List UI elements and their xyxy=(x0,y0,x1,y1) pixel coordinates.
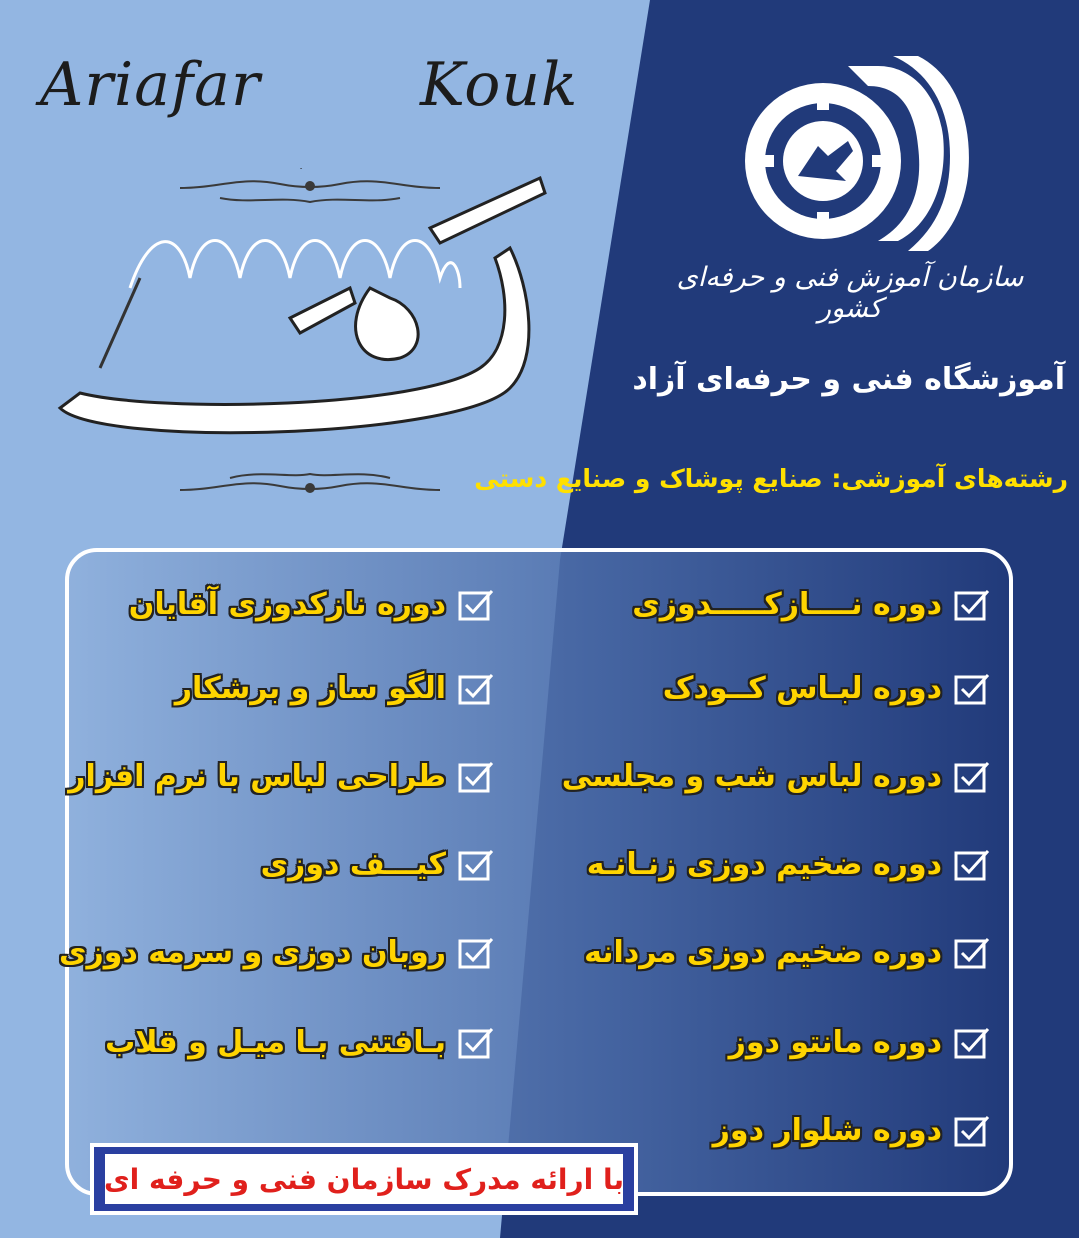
course-label: دوره شلوار دوز xyxy=(712,1112,942,1148)
course-item xyxy=(68,750,496,802)
course-item xyxy=(105,1016,496,1068)
organization-caption: سازمان آموزش فنی و حرفه‌ای کشور xyxy=(676,262,1024,324)
course-item xyxy=(663,662,992,714)
checkbox-icon xyxy=(954,671,992,705)
course-item xyxy=(587,838,992,890)
course-label: دوره لبـاس کــودک xyxy=(662,670,942,706)
brand-title xyxy=(40,40,580,130)
checkbox-icon xyxy=(458,587,496,621)
course-item xyxy=(729,1016,992,1068)
checkbox-icon xyxy=(458,935,496,969)
course-item xyxy=(129,578,496,630)
course-label: الگو ساز و برشکار xyxy=(174,670,446,706)
course-label: دوره لباس شب و مجلسی xyxy=(561,758,942,794)
course-label: دوره نازکدوزی آقایان xyxy=(128,586,446,622)
certificate-badge-inner xyxy=(105,1154,623,1204)
course-label: کیـــف دوزی xyxy=(260,846,446,882)
checkbox-icon xyxy=(458,671,496,705)
course-item xyxy=(713,1104,992,1156)
checkbox-icon xyxy=(458,1025,496,1059)
course-label: دوره ضخیم دوزی مردانه xyxy=(584,934,942,970)
course-item xyxy=(632,578,992,630)
certificate-badge xyxy=(90,1143,638,1215)
institute-name: آموزشگاه فنی و حرفه‌ای آزاد xyxy=(632,362,1065,397)
course-label: دوره نــــازکـــــدوزی xyxy=(632,586,942,622)
brand-latin-left: Ariafar xyxy=(40,50,261,120)
checkbox-icon xyxy=(954,847,992,881)
checkbox-icon xyxy=(458,847,496,881)
checkbox-icon xyxy=(458,759,496,793)
course-item xyxy=(261,838,496,890)
course-label: طراحی لباس با نرم افزار xyxy=(68,758,446,794)
certificate-note: با ارائه مدرک سازمان فنی و حرفه ای xyxy=(104,1162,624,1196)
course-label: بـافتنی بـا میـل و قلاب xyxy=(105,1024,446,1060)
checkbox-icon xyxy=(954,1113,992,1147)
checkbox-icon xyxy=(954,759,992,793)
course-label: دوره ضخیم دوزی زنـانـه xyxy=(586,846,942,882)
courses-right-column xyxy=(530,570,992,1170)
course-item xyxy=(584,926,992,978)
courses-left-column xyxy=(58,570,496,1090)
kouk-calligraphy-logo xyxy=(40,168,560,508)
course-label: دوره مانتو دوز xyxy=(728,1024,942,1060)
training-fields: رشته‌های آموزشی: صنایع پوشاک و صنایع دستی xyxy=(474,464,1068,493)
checkbox-icon xyxy=(954,1025,992,1059)
brand-latin-right: Kouk xyxy=(420,50,579,120)
gear-worker-logo-icon xyxy=(728,46,972,262)
course-item xyxy=(562,750,992,802)
checkbox-icon xyxy=(954,587,992,621)
course-item xyxy=(175,662,496,714)
checkbox-icon xyxy=(954,935,992,969)
course-label: روبان دوزی و سرمه دوزی xyxy=(58,934,446,970)
course-item xyxy=(59,926,496,978)
